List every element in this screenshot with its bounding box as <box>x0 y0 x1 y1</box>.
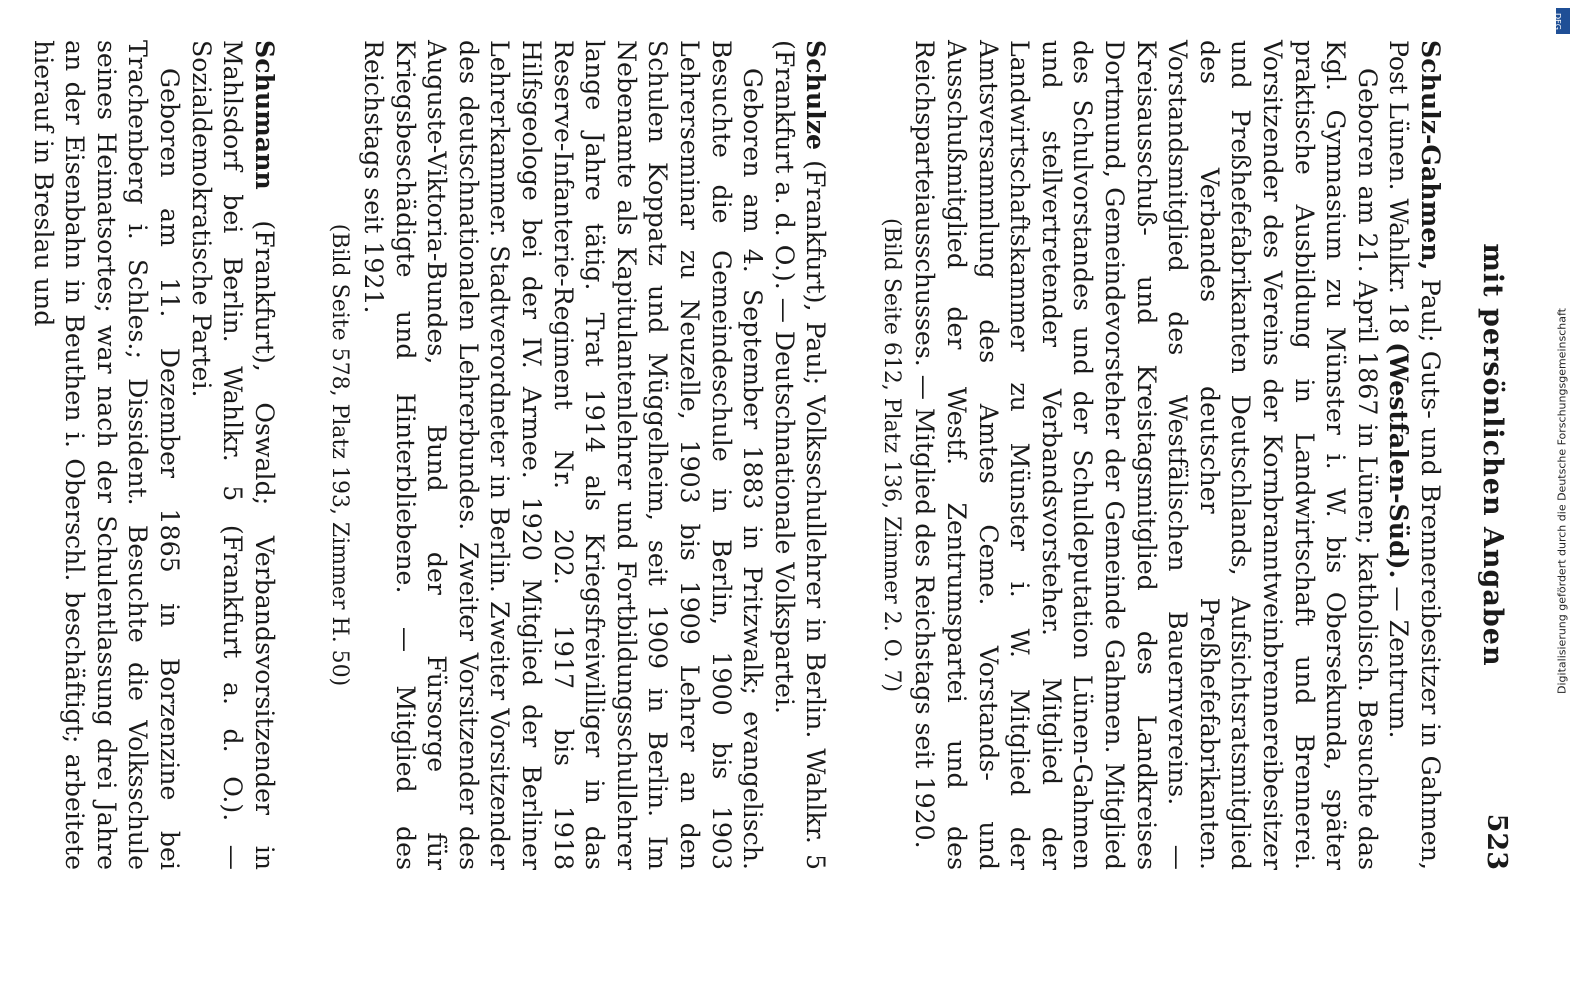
entry-biography: Geboren am 4. September 1883 in Pritzwalk; evangelisch. Besuchte die Gemeindeschule in Berlin, 1900 bis 1903 Lehrerseminar zu Neuzelle, 1903 bis 1909 Lehrer an den Schulen Koppatz und Müggelheim, seit 1909 in Berlin. Im Nebenamte als Kapitulantenlehrer und Fortbildungsschullehrer lange Jahre tätig. Trat 1914 als Kriegsfreiwilliger in das Reserve-Infanterie-Regiment Nr. 202. 1917 bis 1918 Hilfsgeologe bei der IV. Armee. 1920 Mitglied der Berliner Lehrerkammer. Stadtverordneter in Berlin. Zweiter Vorsitzender des deutschnationalen Lehrerbundes. Zweiter Vorsitzender des Auguste-Viktoria-Bundes, Bund der Fürsorge für Kriegsbeschädigte und Hinterbliebene. — Mitglied des Reichstags seit 1921. <box>359 40 768 870</box>
digitization-credit <box>1552 6 1572 996</box>
running-head: mit persönlichen Angaben <box>1477 243 1508 667</box>
credit-text: Digitalisierung gefördert durch die Deutsche Forschungsgemeinschaft <box>1555 308 1569 694</box>
member-name: Schumann <box>249 40 280 190</box>
entry-seat-info: (Bild Seite 578, Platz 193, Zimmer H. 50) <box>327 223 353 687</box>
member-name: Schulze <box>801 40 832 151</box>
entry-intro: (Frankfurt), Oswald; Verbandsvorsitzender in Mahlsdorf bei Berlin. Wahlkr. 5 (Frankfurt a. d. O.). — Sozialdemokratische Partei. <box>186 40 279 870</box>
page-content <box>27 40 1516 870</box>
entry-heading <box>185 40 280 870</box>
page-header <box>1466 40 1516 870</box>
entry-heading <box>768 40 831 870</box>
biography-entry <box>875 40 1446 870</box>
entry-biography: Geboren am 11. Dezember 1865 in Borzenzine bei Trachenberg i. Schles.; Dissident. Besuchte die Volksschule seines Heimatsortes; war nach der Schulentlassung drei Jahre an der Eisenbahn in Beuthen i. Oberschl. beschäftigt; arbeitete hierauf in Breslau und <box>28 40 185 870</box>
entry-intro: Paul; Guts- und Brennereibesitzer in Gahmen, Post Lünen. Wahlkr. 18 <box>1384 40 1445 870</box>
entry-seat-info: (Bild Seite 612, Platz 136, Zimmer 2. O. 7) <box>878 217 904 693</box>
party: — Zentrum. <box>1384 578 1414 739</box>
biography-entry <box>324 40 832 870</box>
page-number: 523 <box>1481 813 1512 870</box>
constituency: (Westfalen-Süd). <box>1384 342 1415 579</box>
entry-intro: (Frankfurt), Paul; Volksschullehrer in Berlin. Wahlkr. 5 (Frankfurt a. d. O.). — Deutschnationale Volkspartei. <box>769 40 831 870</box>
entry-biography: Geboren am 21. April 1867 in Lünen; katholisch. Besuchte das Kgl. Gymnasium zu Münster i. W. bis Obersekunda, später praktische Ausbildung in Landwirtschaft und Brennerei. Vorsitzender des Vereins der Kornbranntweinbrennereibesitzer und Preßhefefabrikanten Deutschlands, Aufsichtsratsmitglied des Verbandes deutscher Preßhefefabrikanten. Vorstandsmitglied des Westfälischen Bauernvereins. — Kreisausschuß- und Kreistagsmitglied des Landkreises Dortmund, Gemeindevorsteher der Gemeinde Gahmen. Mitglied des Schulvorstandes und der Schuldeputation Lünen-Gahmen und stellvertretender Verbandsvorsteher. Mitglied der Landwirtschaftskammer zu Münster i. W. Mitglied der Amtsversammlung des Amtes Ceme. Vorstands- und Ausschußmitglied der Westf. Zentrumspartei und des Reichsparteiausschusses. — Mitglied des Reichstags seit 1920. <box>910 40 1382 870</box>
member-name: Schulz-Gahmen, <box>1416 40 1446 271</box>
biography-entry <box>27 40 280 870</box>
entry-heading <box>1383 40 1446 870</box>
dfg-logo: DFG <box>1556 8 1570 34</box>
